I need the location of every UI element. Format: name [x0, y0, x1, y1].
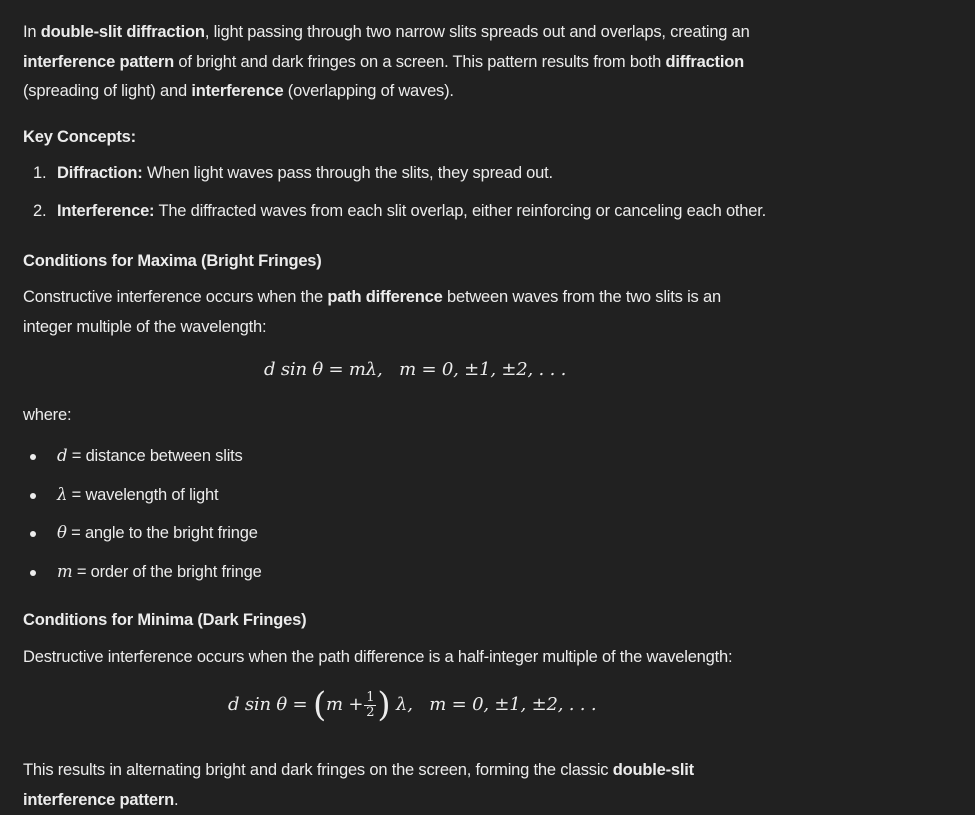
maxima-equation	[264, 359, 566, 380]
variable-desc: = order of the bright fringe	[72, 563, 262, 581]
variable-desc: = distance between slits	[67, 447, 243, 465]
intro-text: , light passing through two narrow slits spreads out and overlaps, creating an	[204, 23, 750, 41]
list-number: 1.	[33, 164, 47, 182]
conclusion-term-interference-pattern: interference pattern	[23, 790, 174, 809]
maxima-paragraph	[23, 283, 813, 342]
maxima-text: integer multiple of the wavelength:	[23, 317, 267, 336]
maxima-text: between waves from the two slits is an	[442, 288, 721, 306]
conclusion-paragraph	[23, 756, 813, 815]
variable-desc: = angle to the bright fringe	[66, 524, 258, 542]
minima-equation-rhs: m = 0, ±1, ±2, . . .	[429, 694, 597, 715]
conclusion-text: This results in alternating bright and dark fringes on the screen, forming the classic	[23, 761, 613, 779]
fraction-denominator: 2	[366, 704, 375, 720]
right-paren: )	[377, 685, 391, 725]
list-item	[33, 202, 766, 221]
where-label: where:	[23, 406, 72, 424]
maxima-term-path-difference: path difference	[327, 288, 443, 306]
maxima-text: Constructive interference occurs when the	[23, 288, 328, 306]
intro-term-interference-pattern: interference pattern	[23, 52, 174, 71]
intro-text: (spreading of light) and	[23, 82, 192, 100]
intro-term-double-slit: double-slit diffraction	[40, 23, 205, 41]
bullet-text	[57, 446, 243, 466]
minima-paragraph: Destructive interference occurs when the path difference is a half-integer multiple of the wavelength:	[23, 648, 733, 666]
maxima-heading: Conditions for Maxima (Bright Fringes)	[23, 252, 322, 270]
variable-symbol: d	[57, 446, 68, 465]
intro-term-diffraction: diffraction	[665, 52, 744, 71]
minima-equation-lambda: λ,	[395, 694, 413, 715]
maxima-equation-lhs: d sin θ = mλ,	[264, 359, 383, 380]
list-text: When light waves pass through the slits, they spread out.	[142, 164, 553, 182]
minima-equation	[228, 685, 597, 725]
bullet-icon	[30, 493, 36, 499]
bullet-text	[57, 485, 218, 505]
list-text: The diffracted waves from each slit overlap, either reinforcing or canceling each other.	[154, 202, 767, 220]
list-item	[33, 164, 553, 183]
intro-text: In	[23, 23, 41, 41]
minima-equation-lhs: d sin θ =	[228, 694, 308, 715]
minima-equation-m: m +	[326, 694, 364, 715]
key-concepts-heading: Key Concepts:	[23, 128, 136, 146]
list-number: 2.	[33, 202, 47, 220]
bullet-icon	[30, 531, 36, 537]
intro-text: (overlapping of waves).	[283, 82, 454, 100]
bullet-text	[57, 562, 262, 582]
left-paren: (	[312, 685, 327, 725]
minima-heading: Conditions for Minima (Dark Fringes)	[23, 611, 307, 629]
bullet-text	[57, 523, 258, 543]
half-fraction	[364, 691, 376, 720]
intro-text: of bright and dark fringes on a screen. This pattern results from both	[173, 52, 666, 71]
intro-term-interference: interference	[191, 82, 284, 100]
list-term: Interference:	[57, 202, 155, 220]
conclusion-term-double-slit: double-slit	[612, 761, 694, 779]
bullet-icon	[30, 454, 36, 460]
variable-symbol: m	[57, 562, 73, 581]
conclusion-text: .	[173, 790, 179, 809]
list-term: Diffraction:	[57, 164, 143, 182]
variable-symbol: θ	[57, 523, 67, 542]
intro-paragraph	[23, 18, 813, 107]
maxima-equation-rhs: m = 0, ±1, ±2, . . .	[399, 359, 567, 380]
variable-desc: = wavelength of light	[67, 486, 219, 504]
fraction-numerator: 1	[366, 689, 375, 705]
variable-symbol: λ	[57, 485, 68, 504]
bullet-icon	[30, 570, 36, 576]
